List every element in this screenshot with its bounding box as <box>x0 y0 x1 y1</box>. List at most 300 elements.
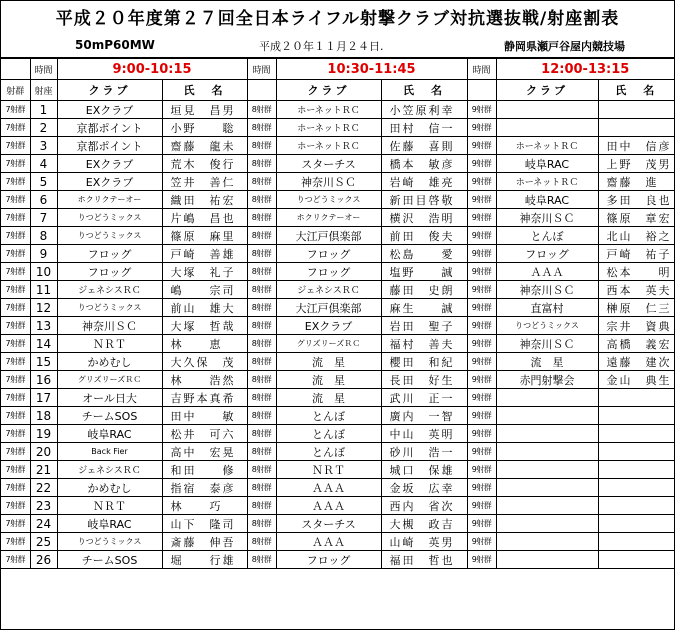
club-slot-1: りつどうミックス <box>57 227 162 245</box>
club-slot-1: ジェネシスＲＣ <box>57 281 162 299</box>
club-slot-3: 岐阜RAC <box>496 155 598 173</box>
club-slot-2: 流 星 <box>276 353 381 371</box>
venue-name: 静岡県瀬戸谷屋内競技場 <box>504 40 625 53</box>
club-header: クラブ <box>57 80 162 101</box>
name-slot-1: 林 巧 <box>162 497 247 515</box>
seat-number: 9 <box>30 245 57 263</box>
club-slot-1: Back Fier <box>57 443 162 461</box>
group-cell: 9射群 <box>467 155 496 173</box>
group-cell: 7射群 <box>1 263 30 281</box>
club-slot-2: ホーネットＲＣ <box>276 137 381 155</box>
name-slot-2: 中山 英明 <box>381 425 467 443</box>
name-slot-1: 前山 雄大 <box>162 299 247 317</box>
name-slot-2: 山崎 英男 <box>381 533 467 551</box>
club-slot-2: ＮＲＴ <box>276 461 381 479</box>
name-slot-2: 田村 信一 <box>381 119 467 137</box>
club-slot-2: 流 星 <box>276 371 381 389</box>
club-slot-1: りつどうミックス <box>57 533 162 551</box>
name-slot-3 <box>598 101 674 119</box>
seat-number: 8 <box>30 227 57 245</box>
club-slot-1: オール日大 <box>57 389 162 407</box>
group-cell: 9射群 <box>467 389 496 407</box>
group-cell: 7射群 <box>1 497 30 515</box>
club-slot-1: グリズリーズＲＣ <box>57 371 162 389</box>
group-cell: 7射群 <box>1 155 30 173</box>
club-slot-1: EXクラブ <box>57 173 162 191</box>
name-slot-3 <box>598 461 674 479</box>
group-cell: 8射群 <box>247 299 276 317</box>
club-slot-2: EXクラブ <box>276 317 381 335</box>
club-slot-3: 赤門射撃会 <box>496 371 598 389</box>
club-slot-3 <box>496 119 598 137</box>
group-cell: 8射群 <box>247 317 276 335</box>
club-slot-3: とんぼ <box>496 227 598 245</box>
name-header: 氏 名 <box>381 80 467 101</box>
group-cell: 7射群 <box>1 101 30 119</box>
group-cell: 9射群 <box>467 353 496 371</box>
name-slot-3 <box>598 515 674 533</box>
group-cell: 7射群 <box>1 245 30 263</box>
club-slot-3 <box>496 101 598 119</box>
group-cell: 9射群 <box>467 191 496 209</box>
club-slot-1: 神奈川ＳＣ <box>57 317 162 335</box>
name-slot-2: 廣内 一智 <box>381 407 467 425</box>
club-slot-3: 神奈川ＳＣ <box>496 281 598 299</box>
group-cell: 8射群 <box>247 281 276 299</box>
seat-number: 23 <box>30 497 57 515</box>
seat-number: 16 <box>30 371 57 389</box>
table-row <box>1 551 674 569</box>
name-slot-3: 北山 裕之 <box>598 227 674 245</box>
name-slot-1: 織田 祐宏 <box>162 191 247 209</box>
club-slot-3 <box>496 407 598 425</box>
club-slot-1: ＮＲＴ <box>57 335 162 353</box>
table-row <box>1 425 674 443</box>
name-slot-2: 麻生 誠 <box>381 299 467 317</box>
club-slot-1: 京都ポイント <box>57 137 162 155</box>
name-slot-2: 長田 好生 <box>381 371 467 389</box>
seat-rows <box>1 101 674 569</box>
club-slot-2: 神奈川ＳＣ <box>276 173 381 191</box>
group-cell: 8射群 <box>247 335 276 353</box>
group-cell: 7射群 <box>1 299 30 317</box>
group-cell: 9射群 <box>467 263 496 281</box>
group-cell: 8射群 <box>247 551 276 569</box>
seat-number: 15 <box>30 353 57 371</box>
group-cell: 7射群 <box>1 443 30 461</box>
table-row <box>1 371 674 389</box>
club-slot-2: ＡＡＡ <box>276 479 381 497</box>
group-cell: 9射群 <box>467 461 496 479</box>
group-cell: 9射群 <box>467 173 496 191</box>
group-cell: 9射群 <box>467 119 496 137</box>
name-slot-1: 松井 可六 <box>162 425 247 443</box>
club-slot-2: 大江戸倶楽部 <box>276 227 381 245</box>
seat-number: 12 <box>30 299 57 317</box>
name-slot-2: 武川 正一 <box>381 389 467 407</box>
group-cell: 7射群 <box>1 173 30 191</box>
club-slot-2: とんぼ <box>276 425 381 443</box>
club-slot-2: フロッグ <box>276 245 381 263</box>
seat-number: 14 <box>30 335 57 353</box>
name-slot-3 <box>598 425 674 443</box>
name-slot-3 <box>598 551 674 569</box>
name-slot-3: 松本 明 <box>598 263 674 281</box>
name-slot-1: 高中 宏晃 <box>162 443 247 461</box>
name-slot-3 <box>598 443 674 461</box>
club-slot-1: りつどうミックス <box>57 299 162 317</box>
name-slot-1: 斎藤 伸吾 <box>162 533 247 551</box>
seat-table <box>1 58 674 569</box>
club-slot-2: ホーネットＲＣ <box>276 119 381 137</box>
group-cell: 9射群 <box>467 407 496 425</box>
group-cell: 7射群 <box>1 389 30 407</box>
table-row <box>1 479 674 497</box>
time-label: 時間 <box>30 59 57 80</box>
seat-number: 4 <box>30 155 57 173</box>
group-cell: 8射群 <box>247 479 276 497</box>
group-cell: 8射群 <box>247 191 276 209</box>
time-label: 時間 <box>247 59 276 80</box>
club-slot-2: 大江戸倶楽部 <box>276 299 381 317</box>
seat-number: 24 <box>30 515 57 533</box>
group-cell: 7射群 <box>1 407 30 425</box>
group-cell: 9射群 <box>467 281 496 299</box>
seat-number: 1 <box>30 101 57 119</box>
event-name: 50mP60MW <box>75 38 155 52</box>
group-cell: 9射群 <box>467 515 496 533</box>
name-slot-2: 塩野 誠 <box>381 263 467 281</box>
club-slot-2: ホクリクテーオー <box>276 209 381 227</box>
club-slot-3: 流 星 <box>496 353 598 371</box>
seat-number: 7 <box>30 209 57 227</box>
group-cell: 9射群 <box>467 101 496 119</box>
name-slot-3 <box>598 389 674 407</box>
group-cell: 8射群 <box>247 533 276 551</box>
club-slot-3: ＡＡＡ <box>496 263 598 281</box>
club-slot-1: 岐阜RAC <box>57 425 162 443</box>
club-slot-2: グリズリーズＲＣ <box>276 335 381 353</box>
name-slot-1: 指宿 泰彦 <box>162 479 247 497</box>
name-slot-2: 砂川 浩一 <box>381 443 467 461</box>
club-header: クラブ <box>496 80 598 101</box>
group-cell: 9射群 <box>467 443 496 461</box>
group-cell: 7射群 <box>1 227 30 245</box>
name-slot-3: 金山 典生 <box>598 371 674 389</box>
name-slot-2: 新田目啓敬 <box>381 191 467 209</box>
club-slot-2: とんぼ <box>276 407 381 425</box>
group-cell: 8射群 <box>247 173 276 191</box>
group-cell: 8射群 <box>247 461 276 479</box>
group-cell: 9射群 <box>467 245 496 263</box>
club-slot-2: ジェネシスＲＣ <box>276 281 381 299</box>
group-cell: 9射群 <box>467 299 496 317</box>
table-row <box>1 281 674 299</box>
name-slot-1: 和田 修 <box>162 461 247 479</box>
name-slot-2: 城口 保雄 <box>381 461 467 479</box>
name-header: 氏 名 <box>162 80 247 101</box>
name-slot-1: 笠井 善仁 <box>162 173 247 191</box>
club-slot-3 <box>496 479 598 497</box>
table-row <box>1 191 674 209</box>
name-slot-2: 松島 愛 <box>381 245 467 263</box>
club-header: クラブ <box>276 80 381 101</box>
table-row <box>1 461 674 479</box>
name-slot-2: 前田 俊夫 <box>381 227 467 245</box>
group-cell: 8射群 <box>247 209 276 227</box>
club-slot-3 <box>496 425 598 443</box>
name-slot-1: 吉野本真希 <box>162 389 247 407</box>
event-date: 平成２０年１１月２４日. <box>259 40 384 53</box>
club-slot-1: フロッグ <box>57 263 162 281</box>
seat-number: 17 <box>30 389 57 407</box>
seat-number: 26 <box>30 551 57 569</box>
table-row <box>1 389 674 407</box>
seat-number: 18 <box>30 407 57 425</box>
slot-2-time: 10:30-11:45 <box>276 59 467 80</box>
club-slot-2: フロッグ <box>276 551 381 569</box>
club-slot-1: 岐阜RAC <box>57 515 162 533</box>
club-slot-2: ＡＡＡ <box>276 533 381 551</box>
name-slot-2: 横沢 浩明 <box>381 209 467 227</box>
group-cell: 7射群 <box>1 479 30 497</box>
club-slot-1: EXクラブ <box>57 101 162 119</box>
table-row <box>1 101 674 119</box>
club-slot-3 <box>496 443 598 461</box>
club-slot-1: りつどうミックス <box>57 209 162 227</box>
table-row <box>1 227 674 245</box>
column-header-row <box>1 80 674 101</box>
table-row <box>1 245 674 263</box>
name-slot-2: 佐藤 喜則 <box>381 137 467 155</box>
club-slot-3: りつどうミックス <box>496 317 598 335</box>
name-slot-3: 上野 茂男 <box>598 155 674 173</box>
club-slot-3: 岐阜RAC <box>496 191 598 209</box>
club-slot-3: ホーネットＲＣ <box>496 173 598 191</box>
club-slot-1: かめむし <box>57 353 162 371</box>
name-slot-1: 嶋 宗司 <box>162 281 247 299</box>
club-slot-3 <box>496 551 598 569</box>
name-slot-3 <box>598 533 674 551</box>
group-cell: 8射群 <box>247 119 276 137</box>
slot-1-time: 9:00-10:15 <box>57 59 247 80</box>
name-slot-3: 篠原 章宏 <box>598 209 674 227</box>
seat-number: 5 <box>30 173 57 191</box>
slot-3-time: 12:00-13:15 <box>496 59 674 80</box>
club-slot-2: りつどうミックス <box>276 191 381 209</box>
group-cell: 8射群 <box>247 263 276 281</box>
group-cell: 9射群 <box>467 317 496 335</box>
time-label: 時間 <box>467 59 496 80</box>
club-slot-2: 流 星 <box>276 389 381 407</box>
club-slot-2: とんぼ <box>276 443 381 461</box>
name-slot-1: 垣見 昌男 <box>162 101 247 119</box>
table-row <box>1 137 674 155</box>
seat-number: 3 <box>30 137 57 155</box>
table-row <box>1 155 674 173</box>
name-slot-1: 田中 敏 <box>162 407 247 425</box>
group-cell: 7射群 <box>1 515 30 533</box>
group-cell: 8射群 <box>247 407 276 425</box>
name-slot-2: 岩田 聖子 <box>381 317 467 335</box>
group-cell: 8射群 <box>247 497 276 515</box>
club-slot-3 <box>496 515 598 533</box>
club-slot-3 <box>496 389 598 407</box>
group-header: 射群 <box>1 80 30 101</box>
club-slot-3 <box>496 497 598 515</box>
name-slot-1: 林 恵 <box>162 335 247 353</box>
group-cell: 7射群 <box>1 551 30 569</box>
table-row <box>1 119 674 137</box>
group-cell: 9射群 <box>467 335 496 353</box>
name-slot-1: 片嶋 昌也 <box>162 209 247 227</box>
name-slot-2: 岩崎 雄亮 <box>381 173 467 191</box>
name-slot-3 <box>598 479 674 497</box>
page-title: 平成２０年度第２７回全日本ライフル射撃クラブ対抗選抜戦/射座割表 <box>55 8 620 29</box>
club-slot-1: チームSOS <box>57 407 162 425</box>
club-slot-1: フロッグ <box>57 245 162 263</box>
club-slot-3: ホーネットＲＣ <box>496 137 598 155</box>
group-cell: 8射群 <box>247 101 276 119</box>
table-row <box>1 317 674 335</box>
name-slot-1: 戸崎 善雄 <box>162 245 247 263</box>
group-cell: 7射群 <box>1 191 30 209</box>
group-cell: 8射群 <box>247 443 276 461</box>
name-slot-1: 堀 行雄 <box>162 551 247 569</box>
name-slot-2: 福田 哲也 <box>381 551 467 569</box>
group-cell: 8射群 <box>247 137 276 155</box>
name-slot-3: 榊原 仁三 <box>598 299 674 317</box>
club-slot-2: ホーネットＲＣ <box>276 101 381 119</box>
club-slot-1: 京都ポイント <box>57 119 162 137</box>
name-slot-3: 高橋 義宏 <box>598 335 674 353</box>
seat-number: 25 <box>30 533 57 551</box>
club-slot-1: かめむし <box>57 479 162 497</box>
name-slot-1: 小野 聡 <box>162 119 247 137</box>
name-slot-1: 齋藤 龍未 <box>162 137 247 155</box>
name-slot-1: 大塚 礼子 <box>162 263 247 281</box>
table-row <box>1 299 674 317</box>
group-cell: 9射群 <box>467 497 496 515</box>
group-cell: 9射群 <box>467 137 496 155</box>
name-header: 氏 名 <box>598 80 674 101</box>
club-slot-1: ジェネシスＲＣ <box>57 461 162 479</box>
name-slot-2: 金坂 広幸 <box>381 479 467 497</box>
group-cell: 9射群 <box>467 533 496 551</box>
name-slot-3: 齋藤 進 <box>598 173 674 191</box>
club-slot-2: ＡＡＡ <box>276 497 381 515</box>
seat-number: 21 <box>30 461 57 479</box>
group-cell: 9射群 <box>467 425 496 443</box>
table-row <box>1 263 674 281</box>
seat-number: 2 <box>30 119 57 137</box>
group-cell: 7射群 <box>1 353 30 371</box>
group-cell: 7射群 <box>1 461 30 479</box>
club-slot-3 <box>496 533 598 551</box>
club-slot-1: ＮＲＴ <box>57 497 162 515</box>
table-row <box>1 515 674 533</box>
group-cell: 8射群 <box>247 425 276 443</box>
name-slot-1: 荒木 俊行 <box>162 155 247 173</box>
table-row <box>1 353 674 371</box>
club-slot-1: EXクラブ <box>57 155 162 173</box>
table-row <box>1 173 674 191</box>
club-slot-3 <box>496 461 598 479</box>
seat-number: 13 <box>30 317 57 335</box>
group-cell: 7射群 <box>1 209 30 227</box>
group-cell: 8射群 <box>247 245 276 263</box>
name-slot-3 <box>598 497 674 515</box>
group-cell: 7射群 <box>1 317 30 335</box>
group-cell: 8射群 <box>247 353 276 371</box>
table-row <box>1 209 674 227</box>
group-cell: 9射群 <box>467 479 496 497</box>
seat-number: 19 <box>30 425 57 443</box>
table-row <box>1 497 674 515</box>
group-cell: 7射群 <box>1 425 30 443</box>
name-slot-3: 多田 良也 <box>598 191 674 209</box>
name-slot-3: 田中 信彦 <box>598 137 674 155</box>
name-slot-1: 大塚 哲哉 <box>162 317 247 335</box>
name-slot-3 <box>598 119 674 137</box>
name-slot-3: 戸崎 祐子 <box>598 245 674 263</box>
name-slot-2: 橋本 敏彦 <box>381 155 467 173</box>
table-row <box>1 335 674 353</box>
name-slot-2: 藤田 史朗 <box>381 281 467 299</box>
group-cell: 7射群 <box>1 335 30 353</box>
group-cell: 9射群 <box>467 371 496 389</box>
name-slot-1: 山下 隆司 <box>162 515 247 533</box>
club-slot-3: 神奈川ＳＣ <box>496 209 598 227</box>
seat-header: 射座 <box>30 80 57 101</box>
group-cell: 7射群 <box>1 533 30 551</box>
group-cell: 8射群 <box>247 371 276 389</box>
seat-number: 20 <box>30 443 57 461</box>
time-header-row <box>1 59 674 80</box>
seat-number: 22 <box>30 479 57 497</box>
seat-number: 10 <box>30 263 57 281</box>
name-slot-2: 櫻田 和紀 <box>381 353 467 371</box>
group-cell: 7射群 <box>1 281 30 299</box>
table-row <box>1 407 674 425</box>
table-row <box>1 533 674 551</box>
group-cell: 7射群 <box>1 119 30 137</box>
name-slot-2: 福村 善夫 <box>381 335 467 353</box>
group-cell: 9射群 <box>467 227 496 245</box>
blank-cell <box>1 59 30 80</box>
name-slot-3: 遠藤 建次 <box>598 353 674 371</box>
info-bar <box>1 31 674 58</box>
blank-cell <box>247 80 276 101</box>
group-cell: 9射群 <box>467 551 496 569</box>
name-slot-1: 大久保 茂 <box>162 353 247 371</box>
seat-number: 6 <box>30 191 57 209</box>
club-slot-3: フロッグ <box>496 245 598 263</box>
club-slot-2: スターチス <box>276 155 381 173</box>
group-cell: 9射群 <box>467 209 496 227</box>
name-slot-3: 宗井 資典 <box>598 317 674 335</box>
name-slot-2: 西内 省次 <box>381 497 467 515</box>
name-slot-1: 篠原 麻里 <box>162 227 247 245</box>
club-slot-2: フロッグ <box>276 263 381 281</box>
club-slot-1: チームSOS <box>57 551 162 569</box>
group-cell: 7射群 <box>1 137 30 155</box>
group-cell: 8射群 <box>247 515 276 533</box>
club-slot-3: 神奈川ＳＣ <box>496 335 598 353</box>
name-slot-2: 小笠原利幸 <box>381 101 467 119</box>
name-slot-1: 林 浩然 <box>162 371 247 389</box>
club-slot-3: 直富村 <box>496 299 598 317</box>
